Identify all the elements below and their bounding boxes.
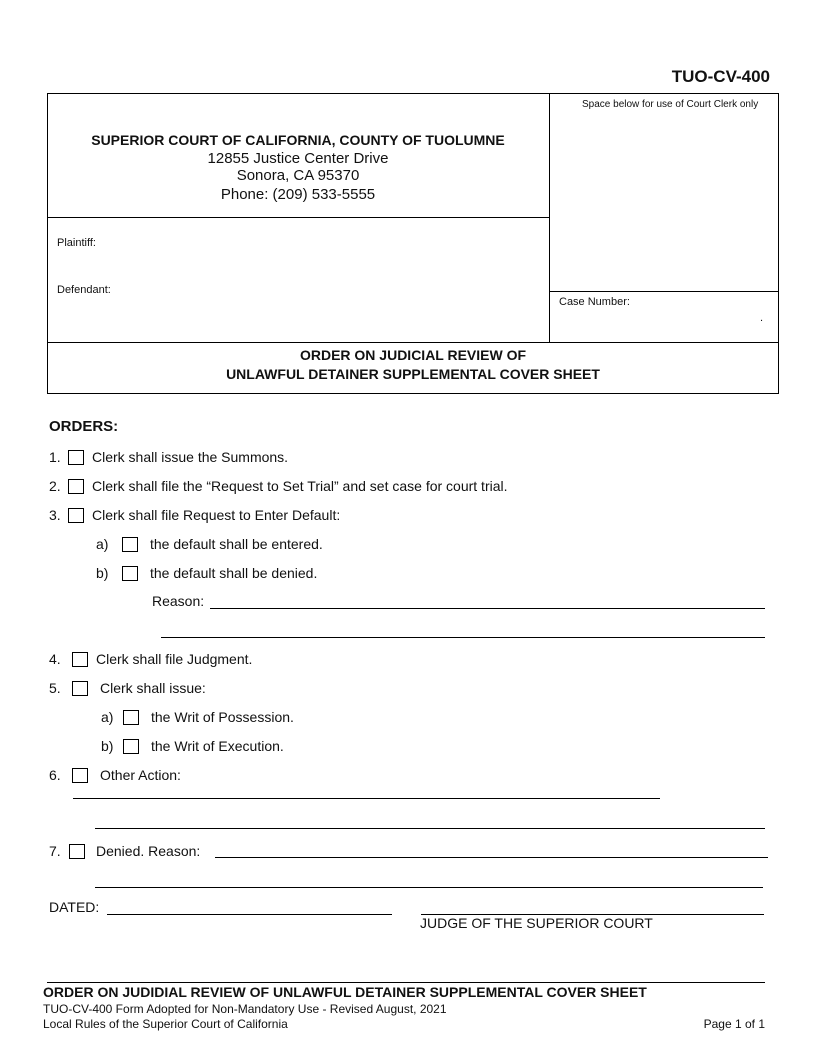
reason-line-1[interactable]	[210, 608, 765, 609]
clerk-note: Space below for use of Court Clerk only	[582, 99, 759, 110]
dated-label: DATED:	[49, 899, 100, 915]
item2-text: Clerk shall file the “Request to Set Trial” and set case for court trial.	[92, 478, 508, 494]
case-number-divider	[549, 291, 779, 292]
item6-text: Other Action:	[100, 767, 181, 783]
item7-text: Denied. Reason:	[96, 843, 201, 859]
item3a-checkbox[interactable]	[122, 537, 138, 552]
item7-number: 7.	[49, 843, 61, 859]
reason-label: Reason:	[152, 593, 205, 609]
reason-line-2[interactable]	[161, 637, 765, 638]
defendant-label: Defendant:	[57, 284, 111, 296]
plaintiff-label: Plaintiff:	[57, 237, 96, 249]
caption-divider	[549, 93, 550, 342]
item5-text: Clerk shall issue:	[100, 680, 206, 696]
item5b-checkbox[interactable]	[123, 739, 139, 754]
item6-number: 6.	[49, 767, 61, 783]
item1-checkbox[interactable]	[68, 450, 84, 465]
item1-number: 1.	[49, 449, 61, 465]
denied-reason-line-2[interactable]	[95, 887, 763, 888]
title-line1: ORDER ON JUDICIAL REVIEW OF	[299, 347, 527, 363]
footer-rule	[47, 982, 765, 983]
item5a-text: the Writ of Possession.	[151, 709, 294, 725]
item2-checkbox[interactable]	[68, 479, 84, 494]
denied-reason-line-1[interactable]	[215, 857, 768, 858]
title-divider	[47, 342, 779, 343]
court-address-line2: Sonora, CA 95370	[236, 167, 360, 184]
item5a-letter: a)	[101, 709, 114, 725]
item5-checkbox[interactable]	[72, 681, 88, 696]
item3-number: 3.	[49, 507, 61, 523]
item2-number: 2.	[49, 478, 61, 494]
item3a-letter: a)	[96, 536, 109, 552]
footer-local-rules: Local Rules of the Superior Court of California	[43, 1017, 288, 1031]
court-address-line1: 12855 Justice Center Drive	[207, 150, 389, 167]
item3b-checkbox[interactable]	[122, 566, 138, 581]
orders-heading: ORDERS:	[49, 418, 119, 435]
item3a-text: the default shall be entered.	[150, 536, 323, 552]
item3-checkbox[interactable]	[68, 508, 84, 523]
item3-text: Clerk shall file Request to Enter Default:	[92, 507, 341, 523]
other-action-line-2[interactable]	[95, 828, 765, 829]
item1-text: Clerk shall issue the Summons.	[92, 449, 289, 465]
item4-number: 4.	[49, 651, 61, 667]
item4-text: Clerk shall file Judgment.	[96, 651, 253, 667]
footer-page-number: Page 1 of 1	[703, 1017, 765, 1031]
item5b-letter: b)	[101, 738, 114, 754]
item4-checkbox[interactable]	[72, 652, 88, 667]
court-info-divider	[47, 217, 549, 218]
item6-checkbox[interactable]	[72, 768, 88, 783]
title-line2: UNLAWFUL DETAINER SUPPLEMENTAL COVER SHEET	[226, 366, 600, 382]
case-number-value: .	[760, 312, 764, 324]
court-name: SUPERIOR COURT OF CALIFORNIA, COUNTY OF TUOLUMNE	[91, 132, 505, 148]
item5a-checkbox[interactable]	[123, 710, 139, 725]
item3b-letter: b)	[96, 565, 109, 581]
court-phone: Phone: (209) 533-5555	[220, 186, 376, 203]
other-action-line-1[interactable]	[73, 798, 660, 799]
footer-title: ORDER ON JUDIDIAL REVIEW OF UNLAWFUL DETAINER SUPPLEMENTAL COVER SHEET	[43, 984, 647, 1000]
item5b-text: the Writ of Execution.	[151, 738, 284, 754]
item5-number: 5.	[49, 680, 61, 696]
case-number-label: Case Number:	[559, 296, 630, 308]
date-line[interactable]	[107, 914, 392, 915]
item7-checkbox[interactable]	[69, 844, 85, 859]
item3b-text: the default shall be denied.	[150, 565, 318, 581]
judge-label: JUDGE OF THE SUPERIOR COURT	[420, 915, 653, 931]
footer-form-info: TUO-CV-400 Form Adopted for Non-Mandatory Use - Revised August, 2021	[43, 1002, 447, 1016]
form-id: TUO-CV-400	[671, 67, 770, 86]
